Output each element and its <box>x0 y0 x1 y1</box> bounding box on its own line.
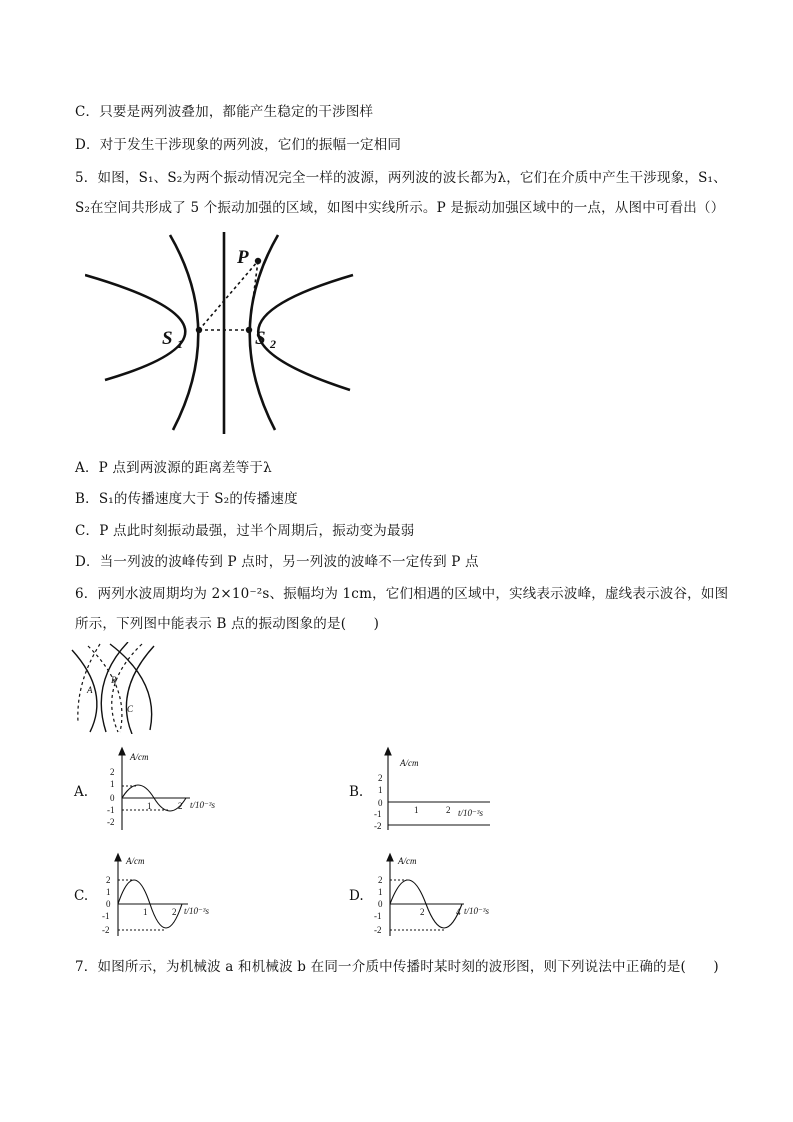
y-label: A/cm <box>126 856 145 866</box>
ytick-1: 1 <box>378 887 383 897</box>
left-crest-1 <box>72 650 97 732</box>
y-arrow <box>115 854 121 861</box>
ytick-neg1: -1 <box>107 805 115 815</box>
xtick-2: 2 <box>446 805 451 815</box>
xtick-2: 2 <box>420 907 425 917</box>
q6-stem-line2: 所示，下列图中能表示 B 点的振动图象的是( ) <box>75 616 380 632</box>
ytick-0: 0 <box>378 899 383 909</box>
q5-option-c: C．P 点此时刻振动最强，过半个周期后，振动变为最弱 <box>75 523 415 539</box>
p-label: P <box>237 247 249 268</box>
ytick-1: 1 <box>110 779 115 789</box>
q4-option-c: C．只要是两列波叠加，都能产生稳定的干涉图样 <box>75 104 374 120</box>
xtick-1: 1 <box>414 805 419 815</box>
left-trough <box>88 646 122 732</box>
ytick-neg2: -2 <box>107 817 115 827</box>
point-c-label: C <box>127 704 134 714</box>
xtick-2: 2 <box>178 801 183 811</box>
x-label: t/10⁻³s <box>458 808 483 818</box>
ytick-neg1: -1 <box>374 809 382 819</box>
p-point <box>255 258 261 264</box>
right-crest-2 <box>126 646 154 734</box>
ytick-2: 2 <box>378 773 383 783</box>
ytick-0: 0 <box>106 899 111 909</box>
q4-option-d: D．对于发生干涉现象的两列波，它们的振幅一定相同 <box>75 137 402 153</box>
s2-point <box>246 327 252 333</box>
ytick-neg1: -1 <box>102 911 110 921</box>
ytick-1: 1 <box>106 887 111 897</box>
xtick-1: 1 <box>143 907 148 917</box>
x-label: t/10⁻³s <box>190 800 215 810</box>
xtick-2: 2 <box>172 907 177 917</box>
y-label: A/cm <box>398 856 417 866</box>
interference-figure <box>85 230 365 436</box>
option-c-label: C. <box>74 888 89 904</box>
option-a-graph <box>100 746 220 832</box>
ytick-neg2: -2 <box>374 821 382 831</box>
y-arrow <box>119 748 125 755</box>
option-b-graph <box>372 746 502 832</box>
ytick-neg2: -2 <box>102 925 110 935</box>
right-outer-curve <box>258 275 353 390</box>
y-arrow <box>385 748 391 755</box>
option-c-graph <box>100 852 220 938</box>
q5-option-b: B．S₁的传播速度大于 S₂的传播速度 <box>75 491 298 507</box>
s1-label: S <box>162 328 173 349</box>
s1-point <box>196 327 202 333</box>
point-a-label: A <box>87 685 93 695</box>
ytick-0: 0 <box>110 793 115 803</box>
ytick-1: 1 <box>378 785 383 795</box>
q5-stem-line2: S₂在空间共形成了 5 个振动加强的区域，如图中实线所示。P 是振动加强区域中的一点，从图中可看出（） <box>75 200 725 216</box>
option-d-label: D. <box>349 888 364 904</box>
x-label: t/10⁻³s <box>184 906 209 916</box>
ytick-0: 0 <box>378 798 383 808</box>
q5-option-d: D．当一列波的波峰传到 P 点时，另一列波的波峰不一定传到 P 点 <box>75 554 479 570</box>
ytick-neg2: -2 <box>374 925 382 935</box>
y-label: A/cm <box>400 758 419 768</box>
ytick-neg1: -1 <box>374 911 382 921</box>
q5-stem-line1: 5．如图，S₁、S₂为两个振动情况完全一样的波源，两列波的波长都为λ，它们在介质中产生干涉现象，S₁、 <box>75 170 727 186</box>
water-wave-figure <box>70 642 160 734</box>
xtick-1: 1 <box>147 801 152 811</box>
q7-stem: 7．如图所示，为机械波 a 和机械波 b 在同一介质中传播时某时刻的波形图，则下列说法中正确的是( ) <box>75 959 719 975</box>
option-d-graph <box>370 852 500 938</box>
xtick-4: 4 <box>456 907 461 917</box>
ytick-2: 2 <box>106 875 111 885</box>
point-b-label: B <box>111 675 117 685</box>
ytick-2: 2 <box>378 875 383 885</box>
s2-subscript: 2 <box>270 337 276 351</box>
option-b-label: B. <box>349 784 364 800</box>
s2-label: S <box>255 328 266 349</box>
ytick-2: 2 <box>110 767 115 777</box>
s1-subscript: 1 <box>177 337 183 351</box>
option-a-label: A. <box>74 784 89 800</box>
q5-option-a: A．P 点到两波源的距离差等于λ <box>75 460 272 476</box>
y-arrow <box>387 854 393 861</box>
y-label: A/cm <box>130 752 149 762</box>
x-label: t/10⁻³s <box>464 906 489 916</box>
q6-stem-line1: 6．两列水波周期均为 2×10⁻²s、振幅均为 1cm，它们相遇的区域中，实线表示波峰，虚线表示波谷，如图 <box>75 586 729 602</box>
